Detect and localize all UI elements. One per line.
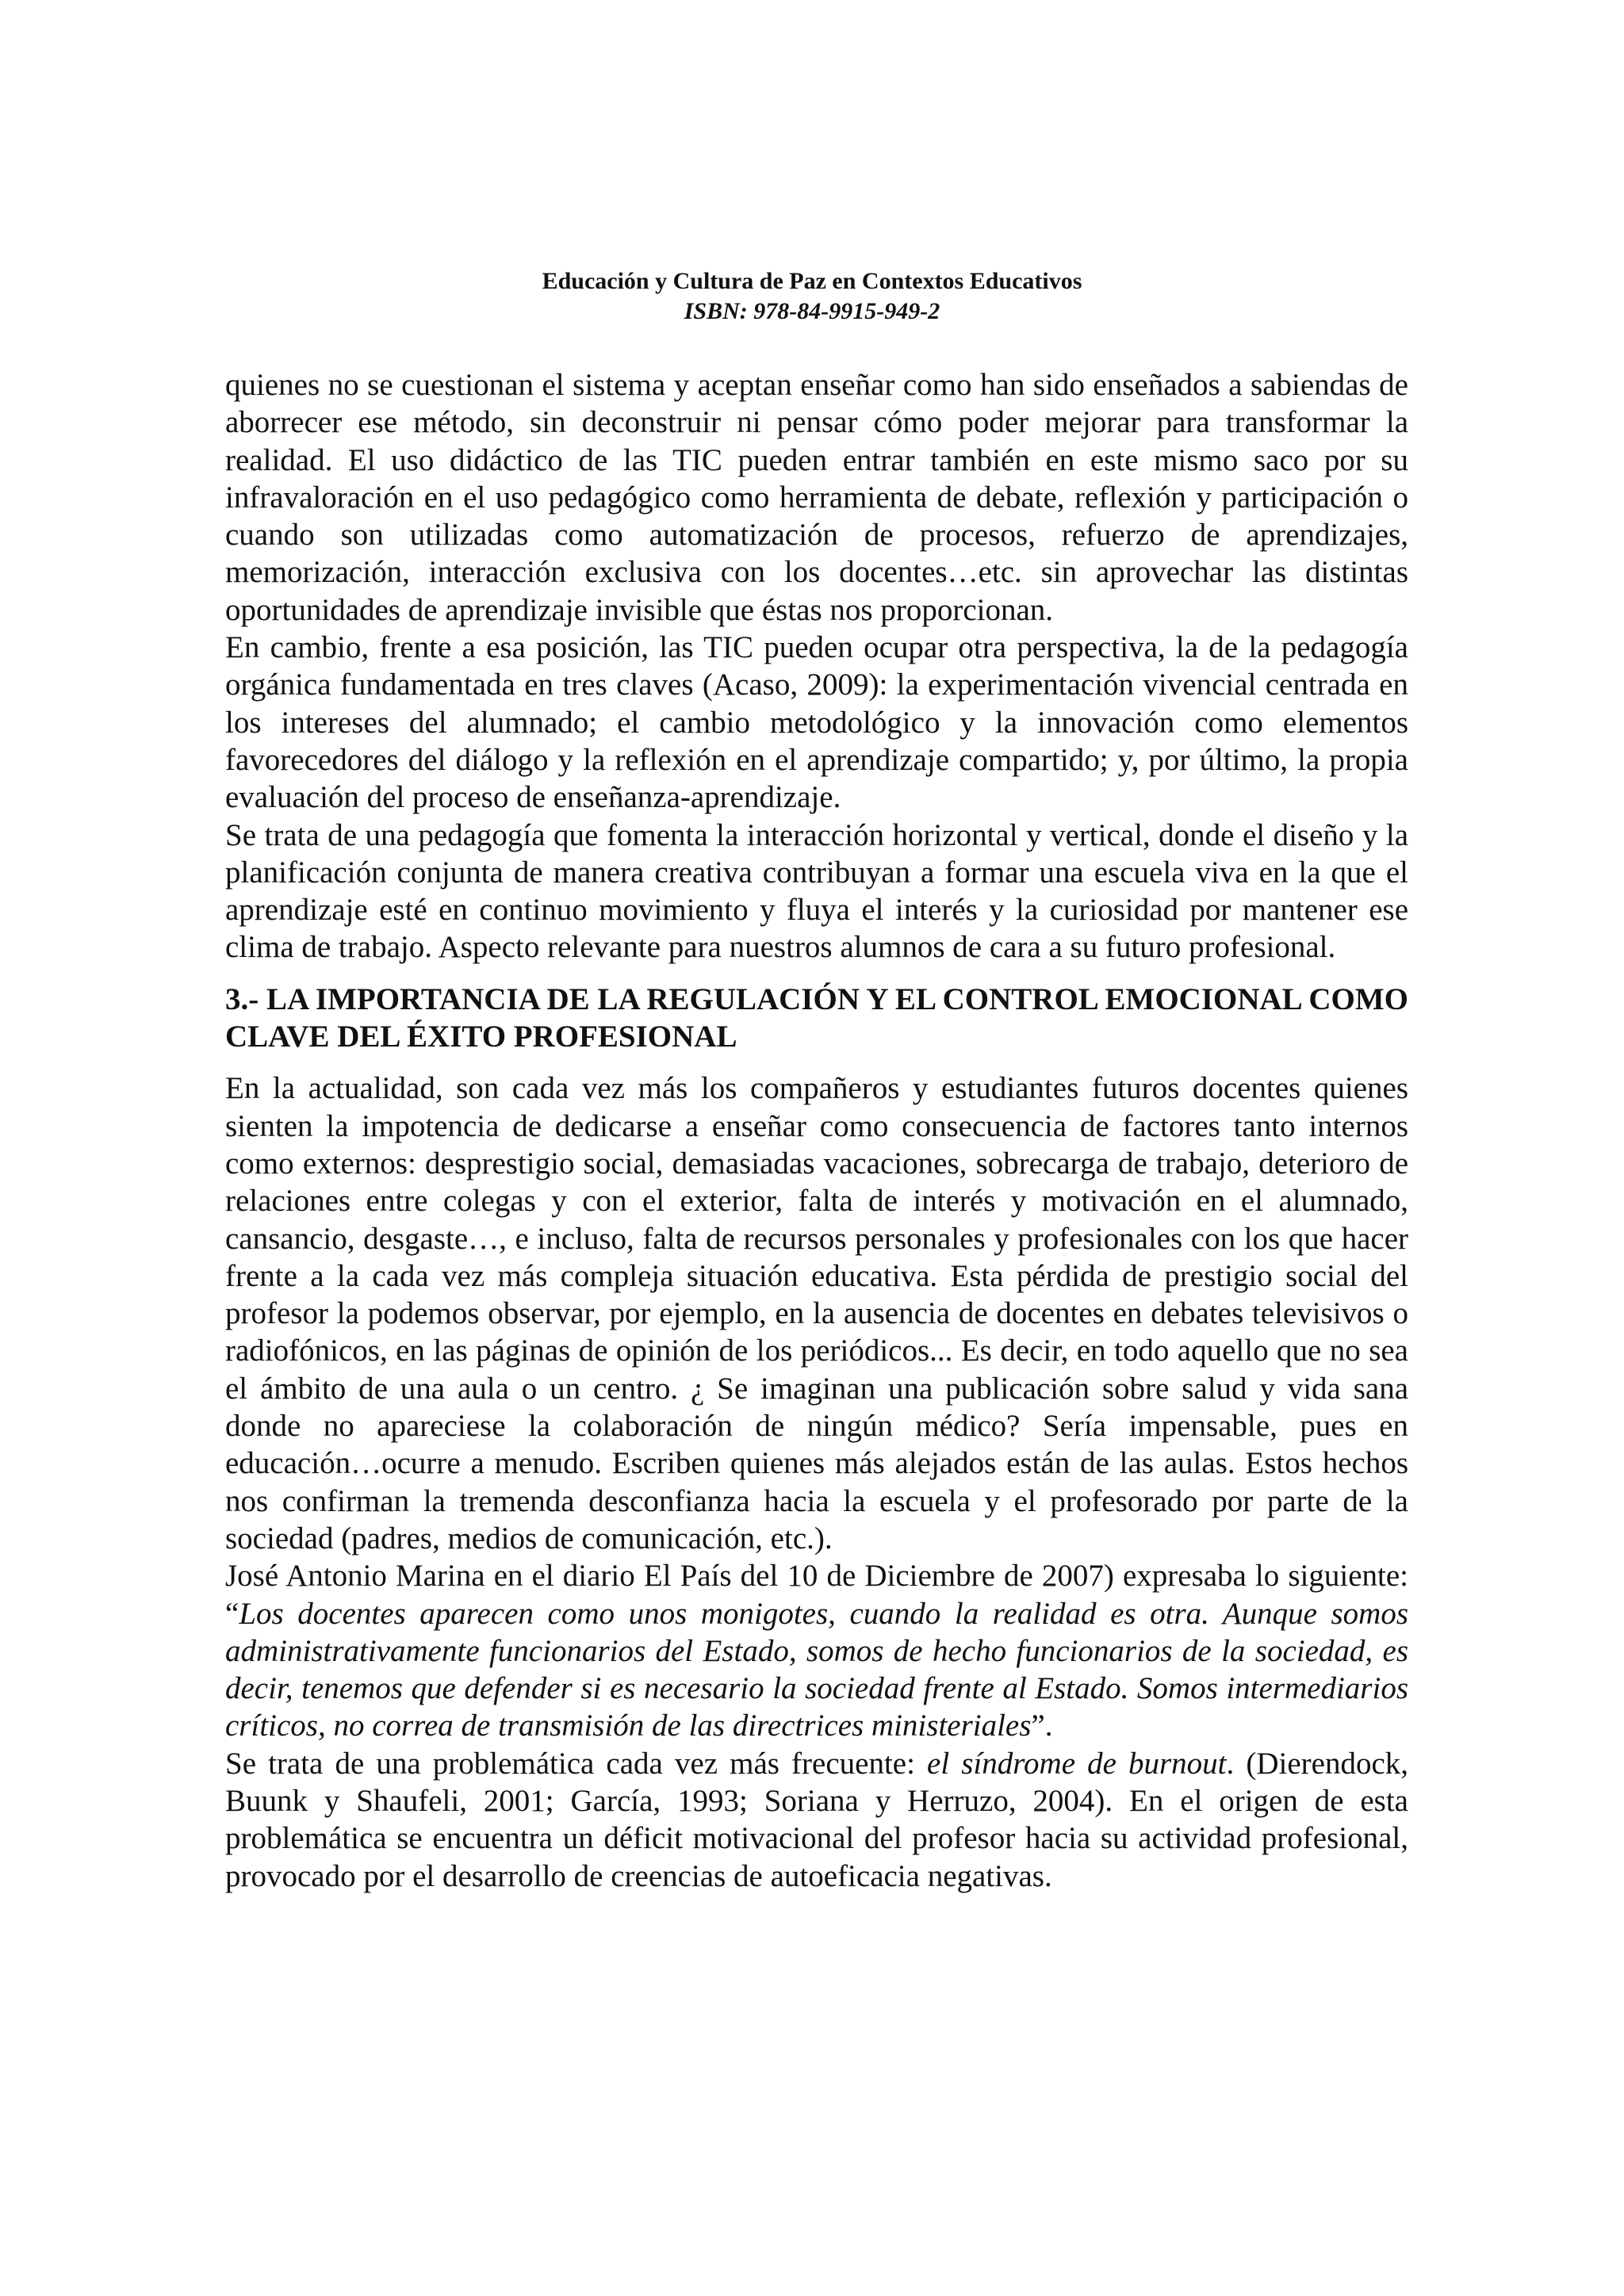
burnout-rest: . (Dierendock, Buunk y Shaufeli, 2001; García, 1993; Soriana y Herruzo, 2004). En el origen de esta problemática se encuentra un déficit motivacional del profesor hacia su actividad profesional, provocado por el desarrollo de creencias de autoeficacia negativas.: [225, 1746, 1409, 1893]
document-body: [225, 366, 1408, 1895]
burnout-intro: Se trata de una problemática cada vez más frecuente:: [225, 1746, 928, 1781]
book-title: Educación y Cultura de Paz en Contextos Educativos: [542, 268, 1082, 294]
burnout-term: el síndrome de burnout: [927, 1746, 1227, 1781]
section-heading: 3.- LA IMPORTANCIA DE LA REGULACIÓN Y EL CONTROL EMOCIONAL COMO CLAVE DEL ÉXITO PROFESIONAL: [225, 982, 1408, 1054]
paragraph: En la actualidad, son cada vez más los compañeros y estudiantes futuros docentes quienes sienten la impotencia de dedicarse a enseñar como consecuencia de factores tanto internos como externos: desprestigio social, demasiadas vacaciones, sobrecarga de trabajo, deterioro de relaciones entre colegas y con el exterior, falta de interés y motivación en el alumnado, cansancio, desgaste…, e incluso, falta de recursos personales y profesionales con los que hacer frente a la cada vez más compleja situación educativa. Esta pérdida de prestigio social del profesor la podemos observar, por ejemplo, en la ausencia de docentes en debates televisivos o radiofónicos, en las páginas de opinión de los periódicos... Es decir, en todo aquello que no sea el ámbito de una aula o un centro. ¿ Se imaginan una publicación sobre salud y vida sana donde no apareciese la colaboración de ningún médico? Sería impensable, pues en educación…ocurre a menudo. Escriben quienes más alejados están de las aulas. Estos hechos nos confirman la tremenda desconfianza hacia la escuela y el profesorado por parte de la sociedad (padres, medios de comunicación, etc.).: [225, 1071, 1408, 1556]
quote-text: Los docentes aparecen como unos monigotes, cuando la realidad es otra. Aunque somos administrativamente funcionarios del Estado, somos de hecho funcionarios de la sociedad, es decir, tenemos que defender si es necesario la sociedad frente al Estado. Somos intermediarios críticos, no correa de transmisión de las directrices ministeriales: [225, 1596, 1408, 1743]
quote-end: ”.: [1031, 1709, 1053, 1743]
quote-intro: José Antonio Marina en el diario El País del 10 de Diciembre de 2007) expresaba lo siguiente: “: [225, 1559, 1408, 1631]
isbn: ISBN: 978-84-9915-949-2: [684, 298, 940, 324]
paragraph-with-quote: [225, 1557, 1408, 1744]
paragraph: Se trata de una pedagogía que fomenta la interacción horizontal y vertical, donde el diseño y la planificación conjunta de manera creativa contribuyan a formar una escuela viva en la que el aprendizaje esté en continuo movimiento y fluya el interés y la curiosidad por mantener ese clima de trabajo. Aspecto relevante para nuestros alumnos de cara a su futuro profesional.: [225, 817, 1408, 965]
page-header: [0, 266, 1624, 327]
paragraph: quienes no se cuestionan el sistema y aceptan enseñar como han sido enseñados a sabiendas de aborrecer ese método, sin deconstruir ni pensar cómo poder mejorar para transformar la realidad. El uso didáctico de las TIC pueden entrar también en este mismo saco por su infravaloración en el uso pedagógico como herramienta de debate, reflexión y participación o cuando son utilizadas como automatización de procesos, refuerzo de aprendizajes, memorización, interacción exclusiva con los docentes…etc. sin aprovechar las distintas oportunidades de aprendizaje invisible que éstas nos proporcionan.: [225, 368, 1408, 627]
paragraph: En cambio, frente a esa posición, las TIC pueden ocupar otra perspectiva, la de la pedagogía orgánica fundamentada en tres claves (Acaso, 2009): la experimentación vivencial centrada en los intereses del alumnado; el cambio metodológico y la innovación como elementos favorecedores del diálogo y la reflexión en el aprendizaje compartido; y, por último, la propia evaluación del proceso de enseñanza-aprendizaje.: [225, 630, 1408, 815]
paragraph: [225, 1745, 1408, 1895]
